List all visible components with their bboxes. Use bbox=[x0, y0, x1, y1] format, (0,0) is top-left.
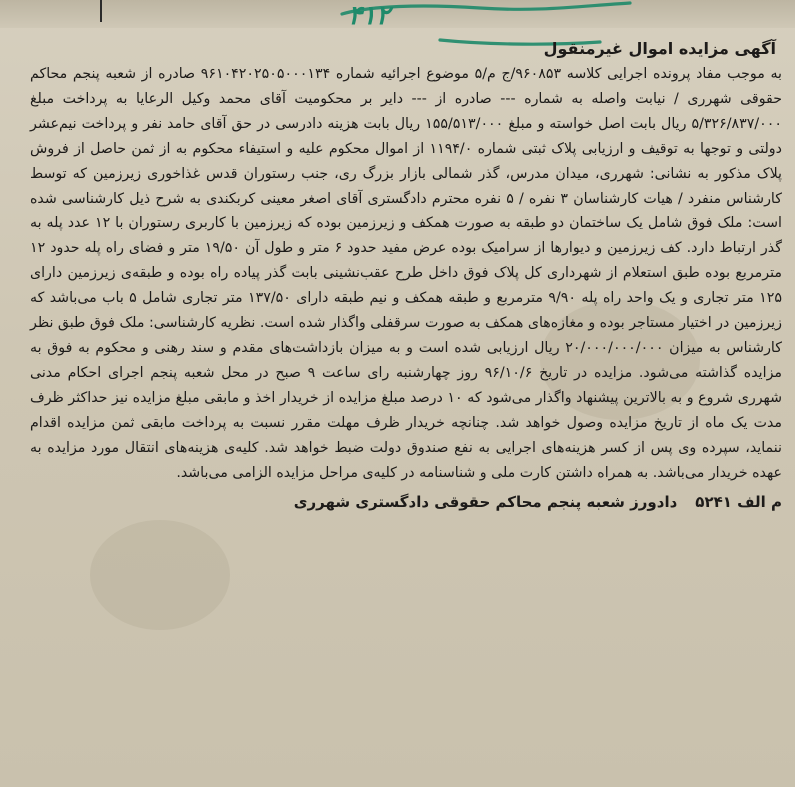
handwritten-number: ۴۱۲ bbox=[348, 1, 390, 31]
notice-body: به موجب مفاد پرونده اجرایی کلاسه ۹۶۰۸۵۳/ج م/۵ موضوع اجرائیه شماره ۹۶۱۰۴۲۰۲۵۰۵۰۰۰۱۳۴ صادره از شعبه پنجم محاکم حقوقی شهرری / نیابت واصله به شماره --- صادره از --- دایر بر محکومیت آقای محمد وکیل الرعایا به پرداخت مبلغ ۵/۳۲۶/۸۳۷/۰۰۰ ریال بابت اصل خواسته و مبلغ ۱۵۵/۵۱۳/۰۰۰ ریال بابت هزینه دادرسی در حق آقای حامد نفر و پرداخت نیم‌عشر دولتی و توجها به توقیف و ارزیابی پلاک ثبتی شماره ۱۱۹۴/۰ از اموال محکوم علیه و استیفاء محکوم به از ثمن حاصل از فروش پلاک مذکور به نشانی: شهرری، میدان مدرس، گذر شمالی بازار بزرگ ری، جنب رستوران قدس غذاخوری زیرزمین که توسط کارشناس منفرد / هیات کارشناسان ۳ نفره / ۵ نفره محترم دادگستری آقای اصغر معینی کربکندی به شرح ذیل کارشناسی شده است: ملک فوق شامل یک ساختمان دو طبقه به صورت همکف و زیرزمین بوده که زیرزمین با کاربری رستوران با ۱۲ عدد پله به گذر ارتباط دارد. کف زیرزمین و دیوارها از سرامیک بوده عرض مفید حدود ۶ متر و طول آن ۱۹/۵۰ متر و فضای راه پله حدود ۱۲ مترمربع بوده طبق استعلام از شهرداری کل پلاک فوق داخل طرح عقب‌نشینی بابت گذر پیاده راه بوده و طبقه‌ی زیرزمین دارای ۱۲۵ متر تجاری و یک واحد راه پله ۹/۹۰ مترمربع و طبقه همکف و نیم طبقه دارای ۱۳۷/۵۰ متر تجاری شامل ۵ باب می‌باشد که زیرزمین در اختیار مستاجر بوده و مغازه‌های همکف به صورت سرقفلی واگذار شده است. نظریه کارشناسی: ملک فوق طبق نظر کارشناس به میزان ۲۰/۰۰۰/۰۰۰/۰۰۰ ریال ارزیابی شده است و به میزان بازداشت‌های مقدم و سند رهنی و محکوم به فوق به مزایده گذاشته می‌شود. مزایده در تاریخ ۹۶/۱۰/۶ روز چهارشنبه رای ساعت ۹ صبح در محل شعبه پنجم اجرای احکام مدنی شهرری شروع و به بالاترین پیشنهاد واگذار می‌شود که ۱۰ درصد مبلغ مزایده از خریدار اخذ و مابقی مبلغ مزایده نیز حداکثر ظرف مدت یک ماه از تاریخ مزایده وصول خواهد شد. چنانچه خریدار ظرف مهلت مقرر نسبت به پرداخت مابقی ثمن مزایده اقدام ننماید، سپرده وی پس از کسر هزینه‌های اجرایی به نفع صندوق دولت ضبط خواهد شد. کلیه‌ی هزینه‌های انتقال مورد مزایده به عهده خریدار می‌باشد. به همراه داشتن کارت ملی و شناسنامه در کلیه‌ی مراحل مزایده الزامی می‌باشد. bbox=[30, 66, 783, 481]
column-divider bbox=[100, 0, 102, 22]
notice-title: آگهی مزایده اموال غیرمنقول bbox=[543, 39, 776, 58]
signatory: دادورز شعبه پنجم محاکم حقوقی دادگستری شهرری bbox=[293, 493, 678, 512]
auction-notice bbox=[30, 38, 782, 513]
notice-footer bbox=[30, 491, 782, 513]
reference-number: م الف ۵۲۴۱ bbox=[695, 493, 782, 512]
paper-stain bbox=[90, 520, 230, 630]
